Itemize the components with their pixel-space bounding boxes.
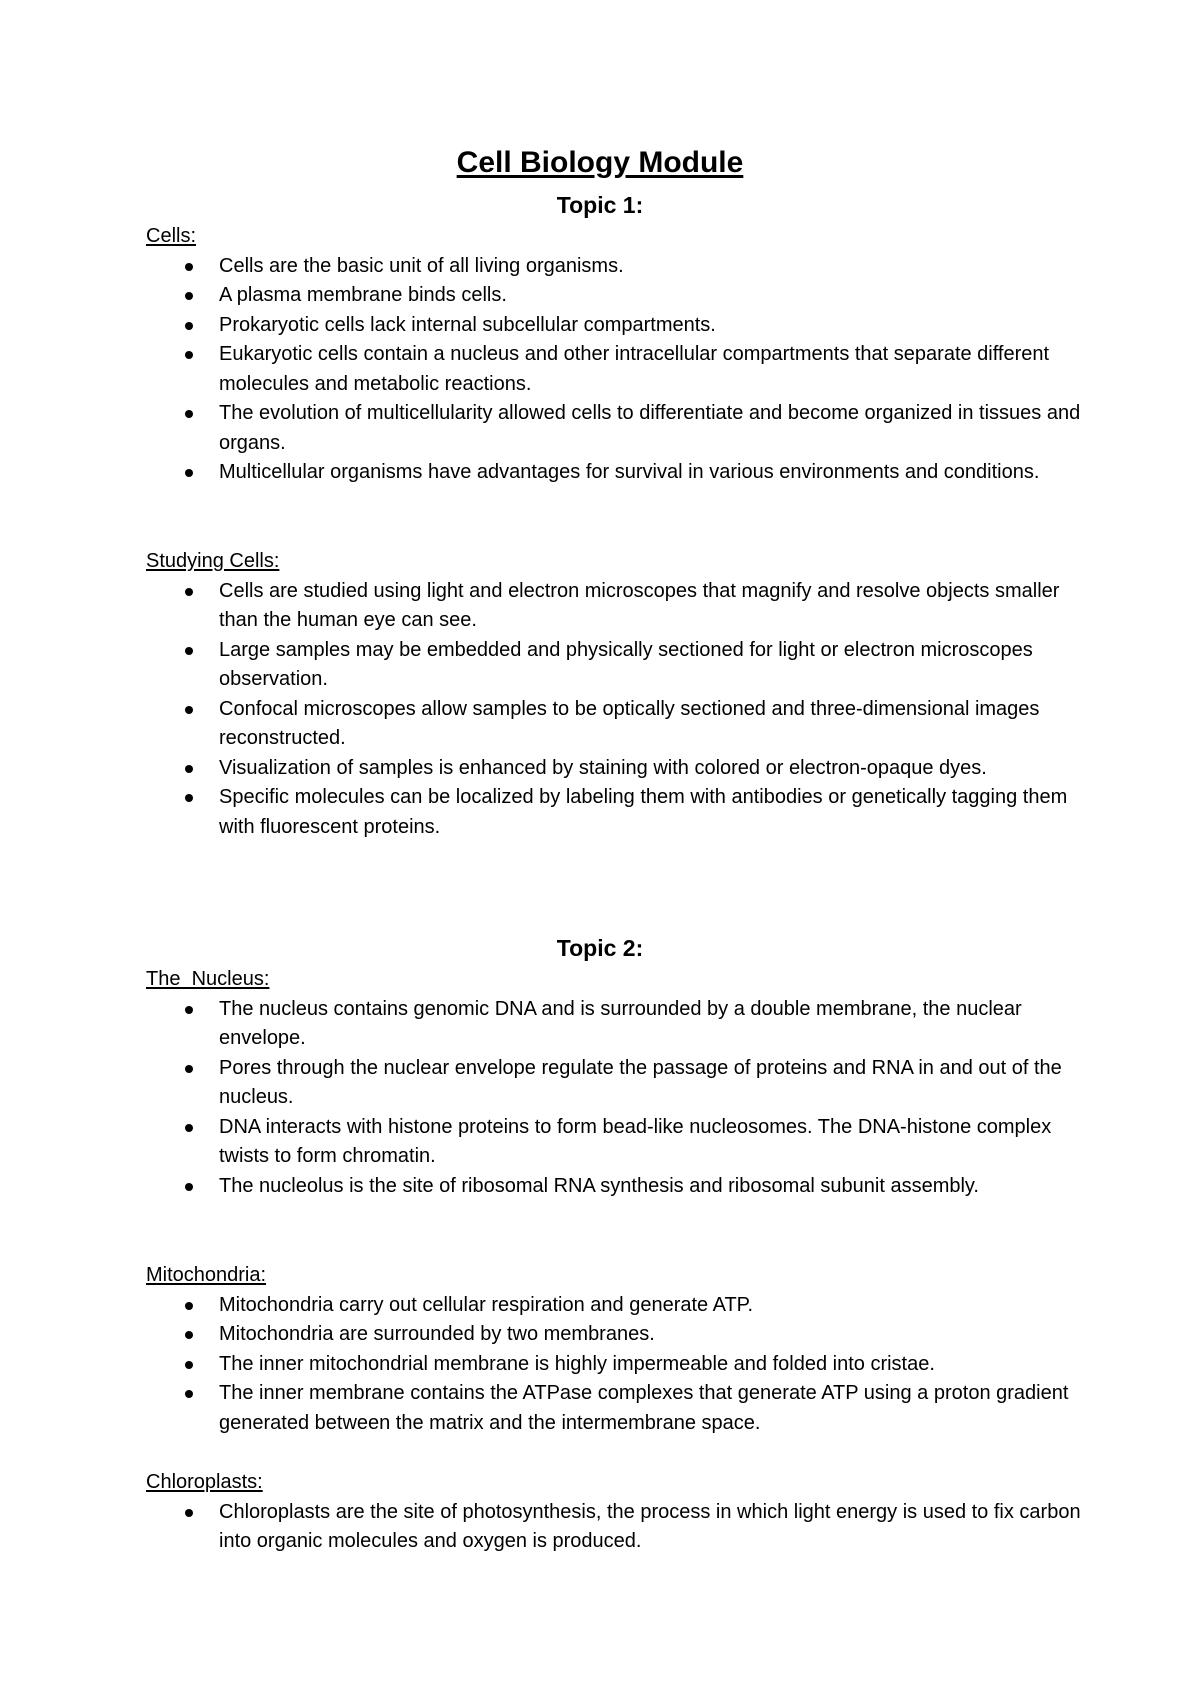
list-item bbox=[146, 1350, 1086, 1380]
list-item bbox=[146, 1291, 1086, 1321]
list-item-text: Mitochondria carry out cellular respiration and generate ATP. bbox=[219, 1293, 753, 1316]
bullet-icon bbox=[185, 263, 193, 271]
section-mitochondria bbox=[146, 1261, 1086, 1438]
list-item-text: Large samples may be embedded and physically sectioned for light or electron microscopes observation. bbox=[219, 638, 1033, 690]
bullet-icon bbox=[185, 410, 193, 418]
section-cells bbox=[146, 222, 1086, 488]
list-item bbox=[146, 754, 1086, 784]
list-item bbox=[146, 995, 1086, 1054]
bullet-icon bbox=[185, 351, 193, 359]
list-item-text: The nucleus contains genomic DNA and is surrounded by a double membrane, the nuclear envelope. bbox=[219, 997, 1022, 1049]
list-item bbox=[146, 1320, 1086, 1350]
section-chloroplasts bbox=[146, 1468, 1086, 1557]
section-heading: Chloroplasts: bbox=[146, 1471, 263, 1493]
list-item bbox=[146, 577, 1086, 636]
list-item-text: Cells are the basic unit of all living organisms. bbox=[219, 254, 624, 277]
list-item bbox=[146, 1498, 1086, 1557]
list-item bbox=[146, 1172, 1086, 1202]
bullet-icon bbox=[185, 1361, 193, 1369]
list-item-text: Pores through the nuclear envelope regulate the passage of proteins and RNA in and out of the nucleus. bbox=[219, 1056, 1062, 1108]
bullet-icon bbox=[185, 765, 193, 773]
list-item bbox=[146, 340, 1086, 399]
section-heading: Cells: bbox=[146, 225, 197, 247]
bullet-icon bbox=[185, 1302, 193, 1310]
list-item bbox=[146, 1113, 1086, 1172]
list-item-text: A plasma membrane binds cells. bbox=[219, 284, 507, 306]
bullet-icon bbox=[185, 794, 193, 802]
section-heading: The Nucleus: bbox=[146, 968, 270, 990]
section-heading: Studying Cells: bbox=[146, 550, 280, 572]
list-item-text: DNA interacts with histone proteins to form bead-like nucleosomes. The DNA-histone complex twists to form chromatin. bbox=[219, 1115, 1052, 1167]
bullet-icon bbox=[185, 706, 193, 714]
list-item-text: Cells are studied using light and electron microscopes that magnify and resolve objects smaller than the human eye can see. bbox=[219, 579, 1060, 631]
list-item-text: Confocal microscopes allow samples to be optically sectioned and three-dimensional images reconstructed. bbox=[219, 697, 1040, 749]
list-item bbox=[146, 636, 1086, 695]
list-item-text: Mitochondria are surrounded by two membranes. bbox=[219, 1323, 655, 1345]
list-item bbox=[146, 458, 1086, 488]
bullet-icon bbox=[185, 1065, 193, 1073]
list-item-text: The inner mitochondrial membrane is highly impermeable and folded into cristae. bbox=[219, 1352, 935, 1375]
list-item bbox=[146, 252, 1086, 282]
list-item bbox=[146, 399, 1086, 458]
list-item-text: Prokaryotic cells lack internal subcellular compartments. bbox=[219, 313, 716, 336]
list-item-text: Specific molecules can be localized by labeling them with antibodies or genetically tagging them with fluorescent proteins. bbox=[219, 786, 1068, 838]
bullet-icon bbox=[185, 588, 193, 596]
section-studying-cells bbox=[146, 547, 1086, 842]
list-item-text: Visualization of samples is enhanced by staining with colored or electron-opaque dyes. bbox=[219, 756, 987, 779]
list-item bbox=[146, 695, 1086, 754]
bullet-icon bbox=[185, 1124, 193, 1132]
list-item-text: Eukaryotic cells contain a nucleus and other intracellular compartments that separate different molecules and metabolic reactions. bbox=[219, 343, 1050, 395]
list-item-text: Chloroplasts are the site of photosynthesis, the process in which light energy is used to fix carbon into organic molecules and oxygen is produced. bbox=[219, 1500, 1081, 1552]
list-item bbox=[146, 1054, 1086, 1113]
list-item bbox=[146, 281, 1086, 311]
bullet-list bbox=[146, 1498, 1086, 1557]
bullet-list bbox=[146, 1291, 1086, 1439]
topic-2-title: Topic 2: bbox=[556, 935, 644, 961]
bullet-icon bbox=[185, 1331, 193, 1339]
bullet-icon bbox=[185, 292, 193, 300]
bullet-icon bbox=[185, 647, 193, 655]
bullet-icon bbox=[185, 469, 193, 477]
bullet-icon bbox=[185, 1390, 193, 1398]
bullet-list bbox=[146, 995, 1086, 1202]
list-item-text: The nucleolus is the site of ribosomal RNA synthesis and ribosomal subunit assembly. bbox=[219, 1174, 979, 1197]
list-item-text: The evolution of multicellularity allowed cells to differentiate and become organized in tissues and organs. bbox=[219, 402, 1081, 454]
bullet-icon bbox=[185, 1183, 193, 1191]
bullet-list bbox=[146, 252, 1086, 488]
bullet-icon bbox=[185, 1509, 193, 1517]
list-item bbox=[146, 311, 1086, 341]
list-item bbox=[146, 783, 1086, 842]
list-item-text: The inner membrane contains the ATPase complexes that generate ATP using a proton gradient generated between the matrix and the intermembrane space. bbox=[219, 1382, 1069, 1434]
bullet-icon bbox=[185, 322, 193, 330]
list-item-text: Multicellular organisms have advantages for survival in various environments and conditions. bbox=[219, 461, 1040, 483]
bullet-list bbox=[146, 577, 1086, 843]
topic-1-title: Topic 1: bbox=[556, 192, 644, 218]
list-item bbox=[146, 1379, 1086, 1438]
document-title: Cell Biology Module bbox=[456, 146, 744, 179]
bullet-icon bbox=[185, 1006, 193, 1014]
section-nucleus bbox=[146, 965, 1086, 1201]
section-heading: Mitochondria: bbox=[146, 1264, 267, 1286]
